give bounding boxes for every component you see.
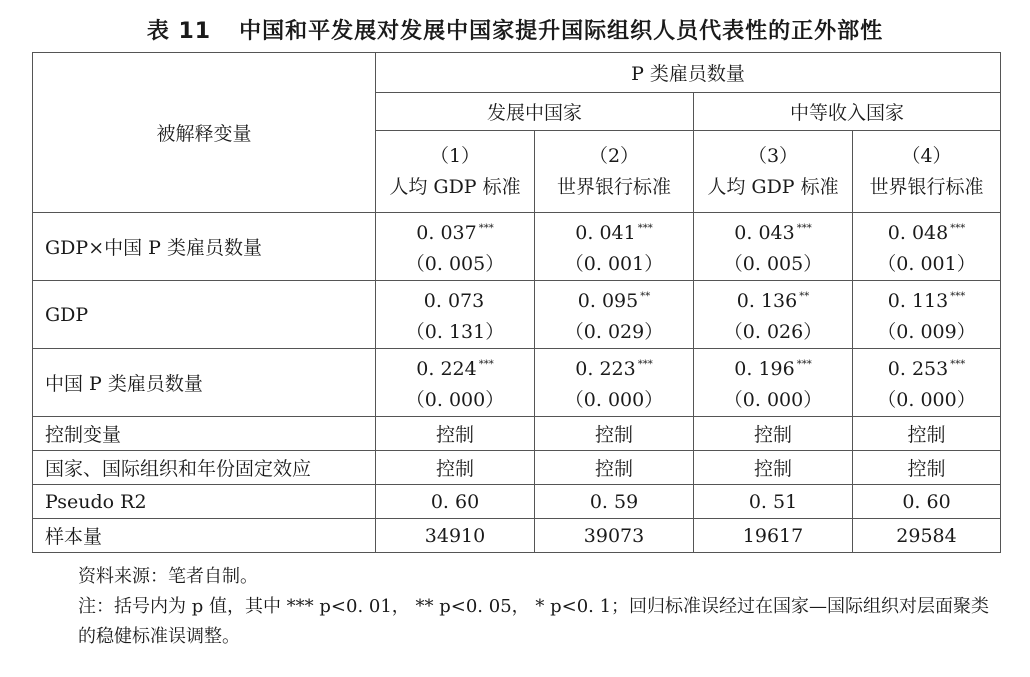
row-label: GDP xyxy=(33,281,376,349)
column-header-2 xyxy=(535,131,694,213)
column-name: 人均 GDP 标准 xyxy=(707,175,839,198)
table-row xyxy=(33,281,1001,349)
table-cell: 34910 xyxy=(376,519,535,553)
table-row xyxy=(33,451,1001,485)
table-cell: 控制 xyxy=(376,417,535,451)
coefficient: 0. 136 xyxy=(736,290,798,312)
table-cell xyxy=(694,349,853,417)
group-header-developing: 发展中国家 xyxy=(376,93,694,131)
table-cell: 控制 xyxy=(535,451,694,485)
table-cell xyxy=(376,213,535,281)
table-notes xyxy=(32,562,1000,652)
source-note: 资料来源：笔者自制。 xyxy=(78,566,258,587)
significance-stars: ** xyxy=(799,291,810,302)
table-cell: 控制 xyxy=(694,451,853,485)
p-value: （0. 000） xyxy=(723,389,823,411)
significance-stars: *** xyxy=(950,223,966,234)
table-cell: 19617 xyxy=(694,519,853,553)
table-cell xyxy=(535,281,694,349)
table-cell: 控制 xyxy=(694,417,853,451)
table-cell: 0. 51 xyxy=(694,485,853,519)
significance-stars: *** xyxy=(637,223,653,234)
p-value: （0. 001） xyxy=(877,253,976,275)
p-value: （0. 026） xyxy=(723,321,823,343)
table-cell: 0. 59 xyxy=(535,485,694,519)
group-header-middle-income: 中等收入国家 xyxy=(694,93,1001,131)
column-header-3 xyxy=(694,131,853,213)
table-number: 表 11 xyxy=(146,19,212,44)
column-number: （4） xyxy=(901,144,952,167)
p-value: （0. 001） xyxy=(564,253,664,275)
row-label: 样本量 xyxy=(33,519,376,553)
p-value: （0. 000） xyxy=(877,389,976,411)
significance-stars: *** xyxy=(796,223,812,234)
significance-stars: *** xyxy=(637,359,653,370)
significance-stars: *** xyxy=(950,291,966,302)
table-title-text: 中国和平发展对发展中国家提升国际组织人员代表性的正外部性 xyxy=(239,19,884,44)
coefficient: 0. 043 xyxy=(734,222,795,244)
table-cell: 29584 xyxy=(853,519,1001,553)
significance-note: 注：括号内为 p 值，其中 *** p<0. 01， ** p<0. 05， * p<0. 1；回归标准误经过在国家—国际组织对层面聚类的稳健标准误调整。 xyxy=(78,596,990,647)
coefficient: 0. 095 xyxy=(577,290,639,312)
table-cell xyxy=(376,349,535,417)
top-group-header: P 类雇员数量 xyxy=(376,53,1001,93)
table-cell: 39073 xyxy=(535,519,694,553)
coefficient: 0. 196 xyxy=(734,358,795,380)
row-label: GDP×中国 P 类雇员数量 xyxy=(33,213,376,281)
row-label: Pseudo R2 xyxy=(33,485,376,519)
significance-stars: *** xyxy=(478,223,494,234)
table-cell xyxy=(853,281,1001,349)
p-value: （0. 029） xyxy=(564,321,664,343)
table-row xyxy=(33,213,1001,281)
dependent-variable-header: 被解释变量 xyxy=(33,53,376,213)
table-cell xyxy=(694,213,853,281)
table-cell: 控制 xyxy=(535,417,694,451)
p-value: （0. 009） xyxy=(877,321,976,343)
table-cell xyxy=(535,349,694,417)
coefficient: 0. 223 xyxy=(575,358,636,380)
table-title xyxy=(0,14,1030,45)
column-header-1 xyxy=(376,131,535,213)
p-value: （0. 000） xyxy=(405,389,505,411)
coefficient: 0. 253 xyxy=(887,358,949,380)
column-number: （1） xyxy=(429,144,481,167)
coefficient: 0. 073 xyxy=(423,290,485,312)
table-cell xyxy=(853,349,1001,417)
p-value: （0. 131） xyxy=(405,321,505,343)
table-cell: 控制 xyxy=(853,417,1001,451)
row-label: 国家、国际组织和年份固定效应 xyxy=(33,451,376,485)
column-name: 世界银行标准 xyxy=(869,175,984,198)
column-name: 人均 GDP 标准 xyxy=(389,175,521,198)
table-row xyxy=(33,349,1001,417)
table-cell: 控制 xyxy=(376,451,535,485)
table-cell xyxy=(535,213,694,281)
table-cell: 0. 60 xyxy=(853,485,1001,519)
table-cell: 0. 60 xyxy=(376,485,535,519)
table-cell xyxy=(376,281,535,349)
column-header-4 xyxy=(853,131,1001,213)
significance-stars: ** xyxy=(640,291,651,302)
p-value: （0. 005） xyxy=(405,253,505,275)
row-label: 控制变量 xyxy=(33,417,376,451)
column-name: 世界银行标准 xyxy=(556,175,671,198)
coefficient: 0. 048 xyxy=(887,222,949,244)
table-row xyxy=(33,485,1001,519)
significance-stars: *** xyxy=(796,359,812,370)
column-number: （2） xyxy=(588,144,640,167)
row-label: 中国 P 类雇员数量 xyxy=(33,349,376,417)
p-value: （0. 000） xyxy=(564,389,664,411)
regression-table xyxy=(32,52,1001,553)
p-value: （0. 005） xyxy=(723,253,823,275)
coefficient: 0. 224 xyxy=(416,358,477,380)
column-number: （3） xyxy=(747,144,799,167)
table-cell xyxy=(694,281,853,349)
coefficient: 0. 113 xyxy=(887,290,949,312)
table-cell: 控制 xyxy=(853,451,1001,485)
table-cell xyxy=(853,213,1001,281)
table-row xyxy=(33,519,1001,553)
coefficient: 0. 037 xyxy=(416,222,477,244)
significance-stars: *** xyxy=(478,359,494,370)
table-row xyxy=(33,417,1001,451)
significance-stars: *** xyxy=(950,359,966,370)
coefficient: 0. 041 xyxy=(575,222,636,244)
